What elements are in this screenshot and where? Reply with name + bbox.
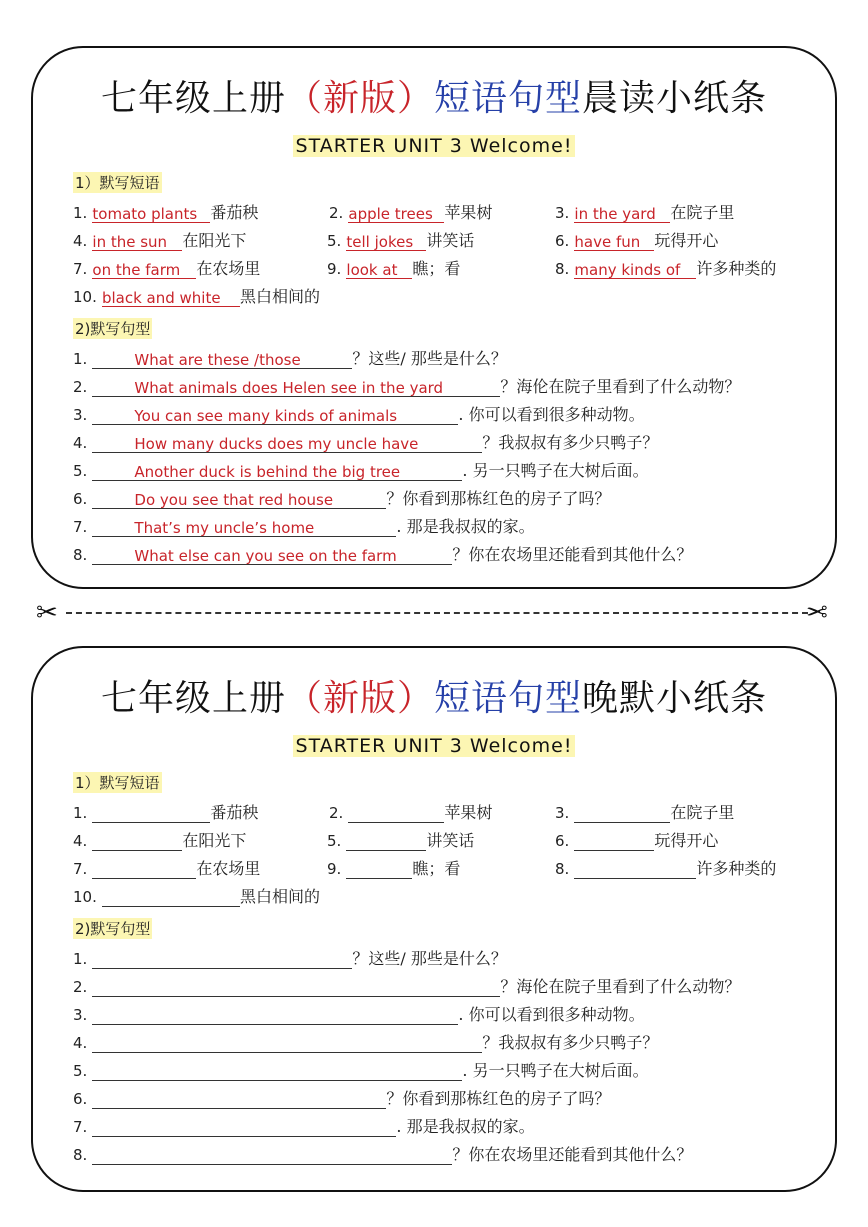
- sentence-item: 1. ？这些/ 那些是什么？: [73, 949, 507, 968]
- phrase-item: 3. 在院子里: [555, 803, 735, 822]
- phrase-item: 7. 在农场里: [73, 859, 261, 878]
- sentence-item: 2. ？海伦在院子里看到了什么动物？: [73, 977, 741, 996]
- card-title: 七年级上册（新版）短语句型晨读小纸条: [100, 78, 768, 119]
- sentence-item: 7. . 那是我叔叔的家。: [73, 1117, 535, 1136]
- answer-blank[interactable]: [92, 1007, 458, 1025]
- answer-blank[interactable]: in the yard: [574, 205, 670, 223]
- sentence-item: 6. Do you see that red house ？你看到那栋红色的房子了吗？: [73, 489, 611, 509]
- sentence-item: 6. ？你看到那栋红色的房子了吗？: [73, 1089, 611, 1108]
- sentence-item: 8. ？你在农场里还能看到其他什么？: [73, 1145, 693, 1164]
- answer-blank[interactable]: [346, 833, 426, 851]
- answer-blank[interactable]: [102, 889, 240, 907]
- answer-blank[interactable]: Another duck is behind the big tree: [92, 463, 462, 481]
- answer-blank[interactable]: Do you see that red house: [92, 491, 386, 509]
- answer-blank[interactable]: What else can you see on the farm: [92, 547, 452, 565]
- answer-blank[interactable]: look at: [346, 261, 412, 279]
- answer-blank[interactable]: many kinds of: [574, 261, 696, 279]
- phrase-item: 6. have fun 玩得开心: [555, 231, 719, 251]
- answer-blank[interactable]: apple trees: [348, 205, 444, 223]
- answer-blank[interactable]: [92, 1119, 396, 1137]
- sentence-item: 2. What animals does Helen see in the yard ？海伦在院子里看到了什么动物？: [73, 377, 741, 397]
- phrase-item: 8. 许多种类的: [555, 859, 777, 878]
- sentence-item: 5. . 另一只鸭子在大树后面。: [73, 1061, 649, 1080]
- answer-blank[interactable]: How many ducks does my uncle have: [92, 435, 482, 453]
- phrase-item: 1. 番茄秧: [73, 803, 259, 822]
- phrase-item: 5. tell jokes 讲笑话: [327, 231, 475, 251]
- answer-blank[interactable]: on the farm: [92, 261, 196, 279]
- sentence-item: 3. You can see many kinds of animals . 你可以看到很多种动物。: [73, 405, 645, 425]
- scissors-icon: ✂: [806, 598, 828, 628]
- answer-blank[interactable]: [574, 805, 670, 823]
- sentence-item: 4. ？我叔叔有多少只鸭子？: [73, 1033, 659, 1052]
- answer-blank[interactable]: [92, 1147, 452, 1165]
- answer-blank[interactable]: [348, 805, 444, 823]
- cut-line: [66, 612, 808, 614]
- answer-blank[interactable]: [92, 979, 500, 997]
- sentence-item: 1. What are these /those ？这些/ 那些是什么？: [73, 349, 507, 369]
- sentence-item: 7. That’s my uncle’s home . 那是我叔叔的家。: [73, 517, 535, 537]
- unit-subtitle: STARTER UNIT 3 Welcome!: [293, 135, 576, 157]
- phrase-item: 4. 在阳光下: [73, 831, 247, 850]
- answer-blank[interactable]: have fun: [574, 233, 654, 251]
- scissors-icon: ✂: [36, 598, 58, 628]
- section-phrases-heading: 1）默写短语: [75, 774, 160, 792]
- phrase-item: 9. look at 瞧；看: [327, 259, 461, 279]
- answer-blank[interactable]: black and white: [102, 289, 240, 307]
- answer-blank[interactable]: in the sun: [92, 233, 182, 251]
- answer-blank[interactable]: [346, 861, 412, 879]
- answer-blank[interactable]: [92, 951, 352, 969]
- morning-reading-card: [31, 46, 837, 589]
- answer-blank[interactable]: [574, 861, 696, 879]
- sentence-item: 5. Another duck is behind the big tree . 另一只鸭子在大树后面。: [73, 461, 649, 481]
- phrase-item: 8. many kinds of 许多种类的: [555, 259, 777, 279]
- section-sentences-heading: 2)默写句型: [75, 920, 151, 938]
- phrase-item: 10. black and white 黑白相间的: [73, 287, 320, 307]
- phrase-item: 9. 瞧；看: [327, 859, 461, 878]
- phrase-item: 2. apple trees 苹果树: [329, 203, 493, 223]
- section-sentences-heading: 2)默写句型: [75, 320, 151, 338]
- phrase-item: 3. in the yard 在院子里: [555, 203, 735, 223]
- phrase-item: 2. 苹果树: [329, 803, 493, 822]
- answer-blank[interactable]: [92, 833, 182, 851]
- phrase-item: 1. tomato plants 番茄秧: [73, 203, 259, 223]
- answer-blank[interactable]: What are these /those: [92, 351, 352, 369]
- answer-blank[interactable]: You can see many kinds of animals: [92, 407, 458, 425]
- answer-blank[interactable]: [92, 1063, 462, 1081]
- phrase-item: 7. on the farm 在农场里: [73, 259, 261, 279]
- answer-blank[interactable]: [92, 1091, 386, 1109]
- phrase-item: 5. 讲笑话: [327, 831, 475, 850]
- sentence-item: 4. How many ducks does my uncle have ？我叔叔有多少只鸭子？: [73, 433, 659, 453]
- unit-subtitle: STARTER UNIT 3 Welcome!: [293, 735, 576, 757]
- answer-blank[interactable]: [574, 833, 654, 851]
- answer-blank[interactable]: That’s my uncle’s home: [92, 519, 396, 537]
- sentence-item: 3. . 你可以看到很多种动物。: [73, 1005, 645, 1024]
- evening-dictation-card: [31, 646, 837, 1192]
- card-title: 七年级上册（新版）短语句型晚默小纸条: [100, 678, 768, 719]
- answer-blank[interactable]: tomato plants: [92, 205, 210, 223]
- answer-blank[interactable]: [92, 1035, 482, 1053]
- phrase-item: 4. in the sun 在阳光下: [73, 231, 247, 251]
- phrase-item: 6. 玩得开心: [555, 831, 719, 850]
- answer-blank[interactable]: What animals does Helen see in the yard: [92, 379, 500, 397]
- sentence-item: 8. What else can you see on the farm ？你在农场里还能看到其他什么？: [73, 545, 693, 565]
- answer-blank[interactable]: [92, 861, 196, 879]
- answer-blank[interactable]: [92, 805, 210, 823]
- phrase-item: 10. 黑白相间的: [73, 887, 320, 906]
- section-phrases-heading: 1）默写短语: [75, 174, 160, 192]
- answer-blank[interactable]: tell jokes: [346, 233, 426, 251]
